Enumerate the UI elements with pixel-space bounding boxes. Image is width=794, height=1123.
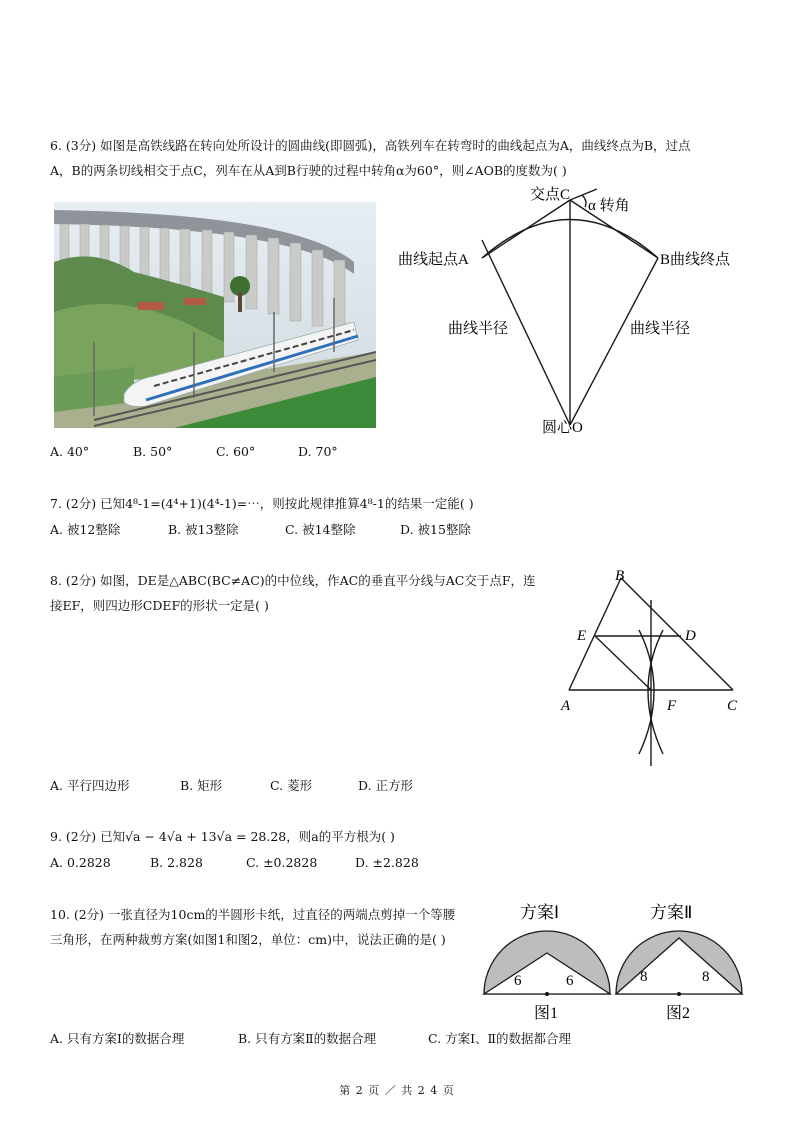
- q6-option-c[interactable]: C. 60°: [216, 444, 256, 459]
- q6-option-b[interactable]: B. 50°: [133, 444, 173, 459]
- q9-stem: 9. (2分) 已知√a − 4√a + 13√a = 28.28，则a的平方根为( ): [50, 829, 395, 844]
- label-alpha: α 转角: [588, 198, 630, 214]
- radius-ob: [570, 258, 658, 425]
- q9-option-b[interactable]: B. 2.828: [150, 855, 203, 870]
- label-side-6b: 6: [566, 973, 574, 989]
- train-photo: [54, 202, 376, 428]
- construction-arc-right: [648, 630, 663, 754]
- label-radius-left: 曲线半径: [448, 321, 509, 337]
- label-side-8a: 8: [640, 969, 648, 985]
- q10-stem-line2: 三角形，在两种裁剪方案(如图1和图2，单位：cm)中，说法正确的是( ): [50, 932, 446, 947]
- q8-option-d[interactable]: D. 正方形: [358, 778, 414, 793]
- q6-stem-line2: A，B的两条切线相交于点C，列车在从A到B行驶的过程中转角α为60°，则∠AOB的度数为( ): [50, 163, 567, 178]
- label-a: A: [561, 698, 571, 714]
- page-number: 第 2 页 ／ 共 2 4 页: [339, 1084, 455, 1097]
- q7-stem: 7. (2分) 已知4⁸-1=(4⁴+1)(4⁴-1)=⋯，则按此规律推算4⁸-1的结果一定能( ): [50, 496, 474, 511]
- semicircle-diagram: [478, 896, 748, 1024]
- center-dot-1: [545, 992, 549, 996]
- label-plan2: 方案Ⅱ: [650, 903, 693, 922]
- train-photo-drawing: [54, 202, 376, 428]
- q6-option-d[interactable]: D. 70°: [298, 444, 338, 459]
- label-b: B: [615, 568, 625, 584]
- q7-option-c[interactable]: C. 被14整除: [285, 522, 356, 537]
- label-end-b: B曲线终点: [660, 252, 731, 268]
- q8-stem-line1: 8. (2分) 如图，DE是△ABC(BC≠AC)的中位线，作AC的垂直平分线与AC交于点F，连: [50, 573, 536, 588]
- label-plan1: 方案Ⅰ: [520, 903, 560, 922]
- q7-option-a[interactable]: A. 被12整除: [50, 522, 121, 537]
- triangle-diagram: [555, 564, 755, 770]
- q7-option-b[interactable]: B. 被13整除: [168, 522, 239, 537]
- construction-arc-left: [639, 630, 654, 754]
- curve-diagram: [392, 183, 752, 438]
- label-start-a: 曲线起点A: [398, 252, 469, 268]
- q6-option-a[interactable]: A. 40°: [50, 444, 90, 459]
- center-dot-2: [677, 992, 681, 996]
- q10-stem-line1: 10. (2分) 一张直径为10cm的半圆形卡纸，过直径的两端点剪掉一个等腰: [50, 907, 456, 922]
- label-center-o: 圆心O: [542, 420, 583, 436]
- label-f: F: [667, 698, 677, 714]
- label-fig2: 图2: [666, 1005, 691, 1022]
- q9-option-a[interactable]: A. 0.2828: [50, 855, 111, 870]
- q10-option-a[interactable]: A. 只有方案Ⅰ的数据合理: [50, 1031, 185, 1046]
- q9-option-d[interactable]: D. ±2.828: [355, 855, 419, 870]
- label-radius-right: 曲线半径: [630, 321, 691, 337]
- segment-ef: [595, 636, 651, 690]
- q8-option-c[interactable]: C. 菱形: [270, 778, 313, 793]
- q10-option-b[interactable]: B. 只有方案Ⅱ的数据合理: [238, 1031, 377, 1046]
- label-fig1: 图1: [534, 1005, 559, 1022]
- q8-option-b[interactable]: B. 矩形: [180, 778, 223, 793]
- q9-option-c[interactable]: C. ±0.2828: [246, 855, 318, 870]
- q6-stem-line1: 6. (3分) 如图是高铁线路在转向处所设计的圆曲线(即圆弧)，高铁列车在转弯时的曲线起点为A，曲线终点为B，过点: [50, 138, 691, 153]
- label-d: D: [685, 628, 696, 644]
- q10-option-c[interactable]: C. 方案Ⅰ、Ⅱ的数据都合理: [428, 1031, 571, 1046]
- q8-stem-line2: 接EF，则四边形CDEF的形状一定是( ): [50, 598, 269, 613]
- label-side-8b: 8: [702, 969, 710, 985]
- label-e: E: [577, 628, 587, 644]
- angle-alpha-arc: [582, 195, 586, 207]
- q8-option-a[interactable]: A. 平行四边形: [50, 778, 130, 793]
- label-side-6a: 6: [514, 973, 522, 989]
- q7-option-d[interactable]: D. 被15整除: [400, 522, 471, 537]
- label-c: C: [727, 698, 738, 714]
- label-intersection-c: 交点C: [530, 187, 571, 203]
- side-bc: [621, 578, 733, 690]
